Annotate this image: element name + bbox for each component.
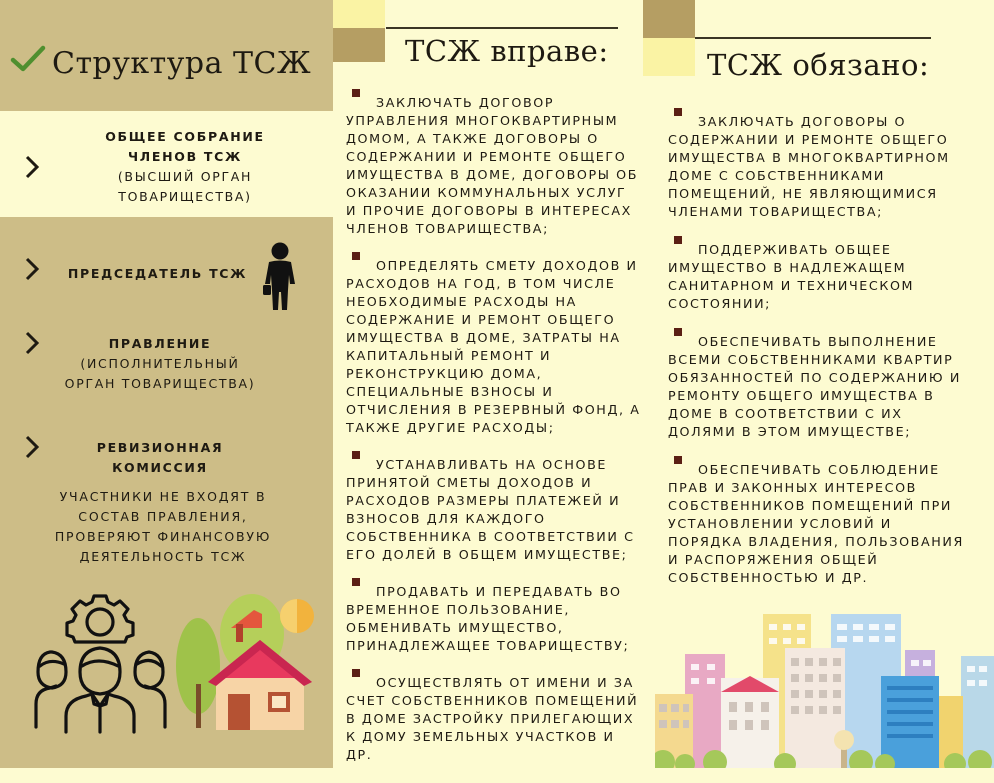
list-item: ОБЕСПЕЧИВАТЬ ВЫПОЛНЕНИЕ ВСЕМИ СОБСТВЕННИКАМИ КВАРТИР ОБЯЗАННОСТЕЙ ПО СОДЕРЖАНИЮ И РЕМОНТУ ОБЩЕГО ИМУЩЕСТВА В ДОМЕ В СООТВЕТСТВИИ С ИХ ДОЛЯМИ В ЭТОМ ИМУЩЕСТВЕ; (668, 333, 964, 441)
list-item: ПРОДАВАТЬ И ПЕРЕДАВАТЬ ВО ВРЕМЕННОЕ ПОЛЬЗОВАНИЕ, ОБМЕНИВАТЬ ИМУЩЕСТВО, ПРИНАДЛЕЖАЩЕЕ ТОВАРИЩЕСТВУ; (346, 583, 642, 655)
list-item: ЗАКЛЮЧАТЬ ДОГОВОР УПРАВЛЕНИЯ МНОГОКВАРТИРНЫМ ДОМОМ, А ТАКЖЕ ДОГОВОРЫ О СОДЕРЖАНИИ И РЕМОНТЕ ОБЩЕГО ИМУЩЕСТВА В ДОМЕ, ДОГОВОРЫ ОБ ОКАЗАНИИ КОММУНАЛЬНЫХ УСЛУГ И ПРОЧИЕ ДОГОВОРЫ В ИНТЕРЕСАХ ЧЛЕНОВ ТОВАРИЩЕСТВА; (346, 94, 642, 238)
chevron-right-icon (24, 256, 40, 282)
header-divider (695, 37, 931, 39)
chairman-label: ПРЕДСЕДАТЕЛЬ ТСЖ (67, 266, 248, 281)
chevron-right-icon (24, 330, 40, 356)
structure-title: Структура ТСЖ (52, 46, 312, 81)
decor-square (333, 28, 385, 62)
list-item: ОБЕСПЕЧИВАТЬ СОБЛЮДЕНИЕ ПРАВ И ЗАКОННЫХ ИНТЕРЕСОВ СОБСТВЕННИКОВ ПОМЕЩЕНИЙ ПРИ УСТАНОВЛЕНИИ УСЛОВИЙ И ПОРЯДКА ВЛАДЕНИЯ, ПОЛЬЗОВАНИЯ И РАСПОРЯЖЕНИЯ ОБЩЕЙ СОБСТВЕННОСТЬЮ И ДР. (668, 462, 964, 585)
decor-square (643, 0, 695, 38)
audit-commission-title: РЕВИЗИОННАЯ КОМИССИЯ (96, 440, 224, 475)
list-item: УСТАНАВЛИВАТЬ НА ОСНОВЕ ПРИНЯТОЙ СМЕТЫ ДОХОДОВ И РАСХОДОВ РАЗМЕРЫ ПЛАТЕЖЕЙ И ВЗНОСОВ ДЛЯ КАЖДОГО СОБСТВЕННИКА В СООТВЕТСТВИИ С ЕГО ДОЛЕЙ В ОБЩЕМ ИМУЩЕСТВЕ; (346, 456, 642, 564)
list-item: ПОДДЕРЖИВАТЬ ОБЩЕЕ ИМУЩЕСТВО В НАДЛЕЖАЩЕМ САНИТАРНОМ И ТЕХНИЧЕСКОМ СОСТОЯНИИ; (668, 241, 964, 313)
header-divider (386, 27, 618, 29)
board-text: ПРАВЛЕНИЕ (ИСПОЛНИТЕЛЬНЫЙ ОРГАН ТОВАРИЩЕСТВА) (64, 336, 256, 391)
general-assembly-block (0, 111, 333, 217)
team-gear-icon (28, 592, 173, 737)
rights-title: ТСЖ вправе: (405, 34, 609, 68)
general-assembly-text: ОБЩЕЕ СОБРАНИЕ ЧЛЕНОВ ТСЖ (ВЫСШИЙ ОРГАН ТОВАРИЩЕСТВА) (105, 129, 265, 204)
chevron-right-icon (24, 154, 40, 180)
businessman-icon (262, 242, 298, 312)
list-item: ОПРЕДЕЛЯТЬ СМЕТУ ДОХОДОВ И РАСХОДОВ НА ГОД, В ТОМ ЧИСЛЕ НЕОБХОДИМЫЕ РАСХОДЫ НА СОДЕРЖАНИЕ И РЕМОНТ ОБЩЕГО ИМУЩЕСТВА В ДОМЕ, ЗАТРАТЫ НА КАПИТАЛЬНЫЙ РЕМОНТ И РЕКОНСТРУКЦИЮ ДОМА, СПЕЦИАЛЬНЫЕ ВЗНОСЫ И ОТЧИСЛЕНИЯ В РЕЗЕРВНЫЙ ФОНД, А ТАКЖЕ ДРУГИЕ РАСХОДЫ; (346, 258, 641, 435)
chevron-right-icon (24, 434, 40, 460)
obligations-title: ТСЖ обязано: (707, 48, 930, 82)
list-item: ЗАКЛЮЧАТЬ ДОГОВОРЫ О СОДЕРЖАНИИ И РЕМОНТЕ ОБЩЕГО ИМУЩЕСТВА В МНОГОКВАРТИРНОМ ДОМЕ С СОБСТВЕННИКАМИ ПОМЕЩЕНИЙ, НЕ ЯВЛЯЮЩИМИСЯ ЧЛЕНАМИ ТОВАРИЩЕСТВА; (668, 113, 964, 221)
city-buildings-illustration (655, 606, 994, 768)
obligations-list (668, 113, 964, 607)
rights-list (346, 94, 642, 783)
decor-square (643, 38, 695, 76)
house-trees-illustration (176, 594, 326, 736)
check-icon (10, 44, 46, 74)
structure-panel (0, 0, 333, 768)
structure-header (0, 34, 333, 94)
list-item: ОСУЩЕСТВЛЯТЬ ОТ ИМЕНИ И ЗА СЧЕТ СОБСТВЕННИКОВ ПОМЕЩЕНИЙ В ДОМЕ ЗАСТРОЙКУ ПРИЛЕГАЮЩИХ К ДОМУ ЗЕМЕЛЬНЫХ УЧАСТКОВ И ДР. (346, 674, 642, 764)
decor-square (333, 0, 385, 28)
audit-commission-note: УЧАСТНИКИ НЕ ВХОДЯТ В СОСТАВ ПРАВЛЕНИЯ, ПРОВЕРЯЮТ ФИНАНСОВУЮ ДЕЯТЕЛЬНОСТЬ ТСЖ (54, 489, 272, 564)
